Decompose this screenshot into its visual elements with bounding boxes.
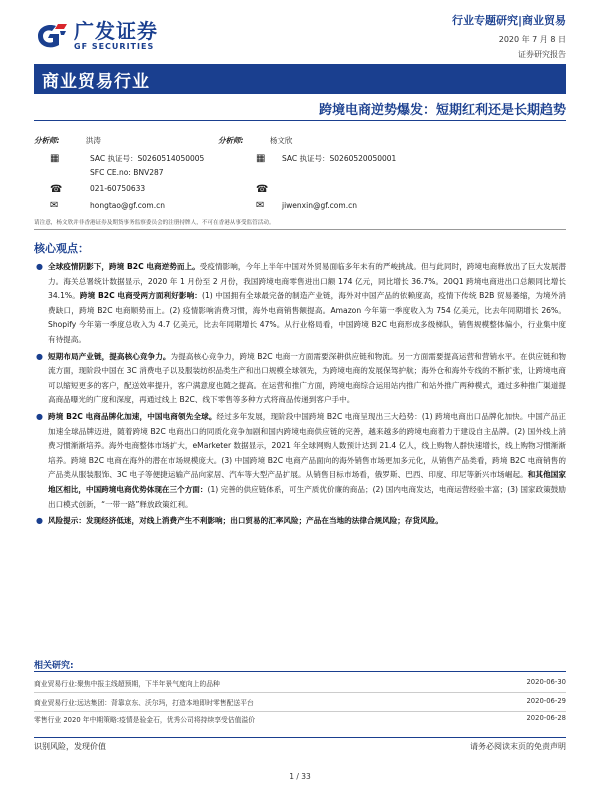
- page-number: 1 / 33: [289, 772, 311, 781]
- paragraph-text: 短期布局产业链，提高核心竞争力。为提高核心竞争力，跨境 B2C 电商一方面需要深耕供应链和物流。另一方面需要提高运营和营销水平。在供应链和物流方面，现阶段中国在 3C 消费电子以及服装纺织品类生产和出口规模全球领先，为跨境电商的发展保驾护航；海外仓和海外专线的不断扩张，让跨境电商可以缩短更多的客户，配送效率提升，客户满意度也随之提高。在运营和推广方面，跨境电商综合运用站内推广和站外推广两种模式，通过多种推广渠道提高商品曝光的广度和深度，再通过线上 B2C、线下零售等多种方式将商品传递到客户手中。: [48, 351, 566, 405]
- bullet-icon: ●: [36, 411, 43, 421]
- logo-chinese-name: 广发证券: [74, 19, 158, 43]
- report-type: 行业专题研究|商业贸易: [451, 14, 566, 27]
- core-view-paragraph: [34, 410, 566, 512]
- related-item-title[interactable]: 零售行业 2020 年中期策略:疫情是验金石，优秀公司将持续享受估值溢价: [34, 716, 256, 724]
- analyst-2-label-row: [218, 135, 292, 146]
- core-view-paragraph: [34, 350, 566, 408]
- footer-slogan: 识别风险，发现价值: [34, 742, 106, 751]
- analyst-name: 杨文欣: [269, 136, 293, 145]
- paragraph-text: 全球疫情阴影下，跨境 B2C 电商逆势而上。受疫情影响，今年上半年中国对外贸易面临多年未有的严峻挑战。但与此同时，跨境电商释放出了巨大发展潜力。海关总署统计数据显示，2020 年 1 月份至 2 月份，我国跨境电商零售进出口额 174 亿元，同比增长 36.7%。20Q1 跨境电商进出口总额同比增长 34.1%。跨境 B2C 电商受两方面利好影响：(1) 中国拥有全球最完备的制造产业链，海外对中国产品的依赖度高，疫情下传统 B2B 贸易萎缩，为境外消费缺口，跨境 B2C 电商顺势而上。(2) 疫情影响消费习惯，海外电商销售额提高。Amazon 今年第一季度收入为 754 亿美元，比去年同期增长 26%。Shopify 今年第一季度总收入为 4.7 亿美元，比去年同期增长 47%。从行业格局看，中国跨境 B2C 电商形成多级梯队，销售规模整体偏小，行业集中度有待提高。: [48, 262, 567, 344]
- analyst-sac: SAC 执证号：S0260520050001: [282, 154, 397, 163]
- analyst-phone: 021-60750633: [90, 184, 146, 193]
- report-meta: [452, 12, 566, 60]
- analyst-1-label-row: [34, 135, 101, 146]
- brand-logo: [34, 20, 158, 51]
- analyst-sfc: SFC CE.no: BNV287: [90, 168, 164, 177]
- analyst-email[interactable]: jiwenxin@gf.com.cn: [282, 201, 357, 210]
- related-item-title[interactable]: 商业贸易行业:聚焦中报主线超预期，下半年景气度向上的品种: [34, 680, 220, 688]
- footer-divider: [34, 737, 566, 738]
- gf-logo-icon: [34, 21, 68, 51]
- paragraph-text: 风险提示：发现经济低迷，对线上消费产生不利影响；出口贸易的汇率风险；产品在当地的法律合规风险；存货风险。: [48, 516, 443, 526]
- footer-disclaimer-note: 请务必阅读末页的免责声明: [470, 742, 566, 751]
- related-item[interactable]: [34, 697, 566, 709]
- paragraph-text: 跨境 B2C 电商品牌化加速，中国电商领先全球。经过多年发展，现阶段中国跨境 B2C 电商呈现出三大趋势：(1) 跨境电商出口品牌化加快。中国产品正加速全球品牌迈进，随着跨境 B2C 电商出口的同质化竞争加剧和国内跨境电商供应链的完善，越来越多的跨境电商着力于建设自主品牌。(2) 国外线上消费习惯渐渐培养。海外电商整体市场扩大，eMarketer 数据显示，2021 年全球网购人数预计达到 21.4 亿人，线上购物人群快速增长，线上购物习惯渐渐培养。跨境 B2C 电商在海外的潜在市场规模庞大。(3) 中国跨境 B2C 电商产品面向的海外销售市场更加多元化，从销售产品类看，跨境 B2C 电商销售的产品类从服装服饰、3C 电子等便捷运输产品向家居、汽车等大型产品扩展。从销售目标市场看，俄罗斯、巴西、印度、印尼等新兴市场崛起。和其他国家地区相比，中国跨境电商优势体现在三个方面：(1) 完善的供应链体系，可生产质优价廉的商品；(2) 国内电商发达，电商运营经验丰富；(3) 国家政策鼓励出口模式创新，“一带一路”释放政策红利。: [48, 411, 566, 509]
- analyst-label: 分析师:: [218, 136, 244, 145]
- core-views-heading: 核心观点：: [34, 242, 89, 255]
- core-view-paragraph: [34, 260, 566, 348]
- analyst-email[interactable]: hongtao@gf.com.cn: [90, 201, 165, 210]
- phone-icon: ☎: [50, 184, 63, 195]
- related-item-title[interactable]: 商业贸易行业:远达集团：背靠京东、沃尔玛，打造本地即时零售配送平台: [34, 699, 254, 707]
- analyst-label: 分析师:: [34, 136, 60, 145]
- id-card-icon: ▦: [50, 153, 60, 164]
- phone-icon: ☎: [256, 184, 269, 195]
- divider: [34, 671, 566, 672]
- mail-icon: ✉: [50, 200, 59, 211]
- divider: [34, 692, 566, 693]
- related-research-heading: 相关研究:: [34, 661, 74, 671]
- related-item[interactable]: [34, 678, 566, 690]
- logo-english-name: GF SECURITIES: [74, 42, 155, 51]
- core-view-paragraph: [34, 514, 566, 529]
- analyst-disclaimer: 请注意，杨文欣并非香港证券及期货事务监察委员会的注册持牌人，不可在香港从事受监管活动。: [34, 220, 275, 226]
- related-item-date: 2020-06-28: [526, 714, 566, 722]
- id-card-icon: ▦: [256, 153, 266, 164]
- industry-name: 商业贸易行业: [42, 72, 150, 92]
- analyst-name: 洪涛: [85, 136, 101, 145]
- title-divider: [34, 120, 566, 121]
- core-views-body: [34, 260, 566, 531]
- related-item-date: 2020-06-30: [526, 678, 566, 686]
- industry-banner: [34, 64, 566, 94]
- report-subtitle: 证券研究报告: [518, 50, 566, 59]
- report-date: 2020 年 7 月 8 日: [498, 35, 566, 44]
- mail-icon: ✉: [256, 200, 265, 211]
- bullet-icon: ●: [36, 351, 43, 361]
- related-item[interactable]: [34, 714, 566, 726]
- bullet-icon: ●: [36, 262, 43, 271]
- divider: [34, 711, 566, 712]
- divider: [34, 229, 566, 230]
- bullet-icon: ●: [36, 516, 43, 526]
- analyst-sac: SAC 执证号：S0260514050005: [90, 154, 205, 163]
- report-title: 跨境电商逆势爆发：短期红利还是长期趋势: [318, 103, 566, 118]
- related-item-date: 2020-06-29: [526, 697, 566, 705]
